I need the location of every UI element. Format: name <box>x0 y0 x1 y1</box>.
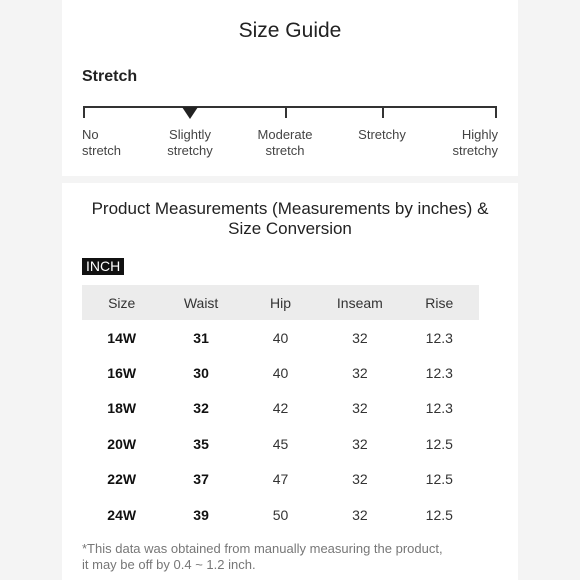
rise-cell: 12.3 <box>425 400 453 417</box>
waist-cell: 37 <box>193 471 209 488</box>
hip-cell: 42 <box>272 400 289 417</box>
stretch-level-moderate-stretch: Moderate stretch <box>257 127 313 158</box>
inseam-cell: 32 <box>352 506 368 523</box>
inseam-cell: 32 <box>352 471 368 488</box>
hip-cell: 47 <box>272 471 289 488</box>
table-row <box>82 320 479 355</box>
stretch-tick <box>495 106 497 118</box>
stretch-level-highly-stretchy: Highly stretchy <box>452 127 498 158</box>
stretch-tick <box>382 106 384 118</box>
waist-cell: 35 <box>193 435 209 452</box>
size-cell: 14W <box>107 329 137 346</box>
rise-cell: 12.5 <box>425 506 453 523</box>
stretch-level-stretchy: Stretchy <box>358 127 406 142</box>
measurements-title: Product Measurements (Measurements by inches) & Size Conversion <box>91 199 489 238</box>
stretch-scale-line <box>83 106 497 108</box>
rise-cell: 12.5 <box>425 471 453 488</box>
size-cell: 22W <box>107 471 137 488</box>
inseam-cell: 32 <box>352 329 368 346</box>
size-cell: 24W <box>107 506 137 523</box>
rise-cell: 12.3 <box>425 329 453 346</box>
stretch-heading: Stretch <box>82 68 138 85</box>
column-header: Waist <box>161 285 240 320</box>
waist-cell: 32 <box>193 400 209 417</box>
size-cell: 18W <box>107 400 137 417</box>
stretch-tick <box>285 106 287 118</box>
table-row <box>82 391 479 426</box>
hip-cell: 40 <box>272 329 289 346</box>
stretch-level-slightly-stretchy: Slightly stretchy <box>167 127 213 158</box>
hip-cell: 45 <box>272 435 289 452</box>
waist-cell: 39 <box>193 506 209 523</box>
table-header-row <box>82 285 479 320</box>
stretch-level-no-stretch: No stretch <box>82 127 122 158</box>
table-row <box>82 426 479 461</box>
inseam-cell: 32 <box>352 400 368 417</box>
unit-badge: INCH <box>82 258 124 275</box>
waist-cell: 30 <box>193 365 209 382</box>
column-header: Rise <box>400 285 479 320</box>
rise-cell: 12.5 <box>425 435 453 452</box>
table-row <box>82 355 479 390</box>
column-header: Size <box>82 285 161 320</box>
inseam-cell: 32 <box>352 435 368 452</box>
inseam-cell: 32 <box>352 365 368 382</box>
stretch-tick <box>83 106 85 118</box>
hip-cell: 50 <box>272 506 289 523</box>
hip-cell: 40 <box>272 365 289 382</box>
column-header: Hip <box>241 285 320 320</box>
measurement-note: *This data was obtained from manually measuring the product, it may be off by 0.4 ~ 1.2 inch. <box>82 541 443 572</box>
size-table <box>82 285 479 532</box>
table-row <box>82 462 479 497</box>
rise-cell: 12.3 <box>425 365 453 382</box>
size-cell: 16W <box>107 365 137 382</box>
table-row <box>82 497 479 532</box>
page-title: Size Guide <box>238 19 342 42</box>
column-header: Inseam <box>320 285 399 320</box>
waist-cell: 31 <box>193 329 209 346</box>
size-cell: 20W <box>107 435 137 452</box>
stretch-selected-marker-icon <box>182 107 198 119</box>
